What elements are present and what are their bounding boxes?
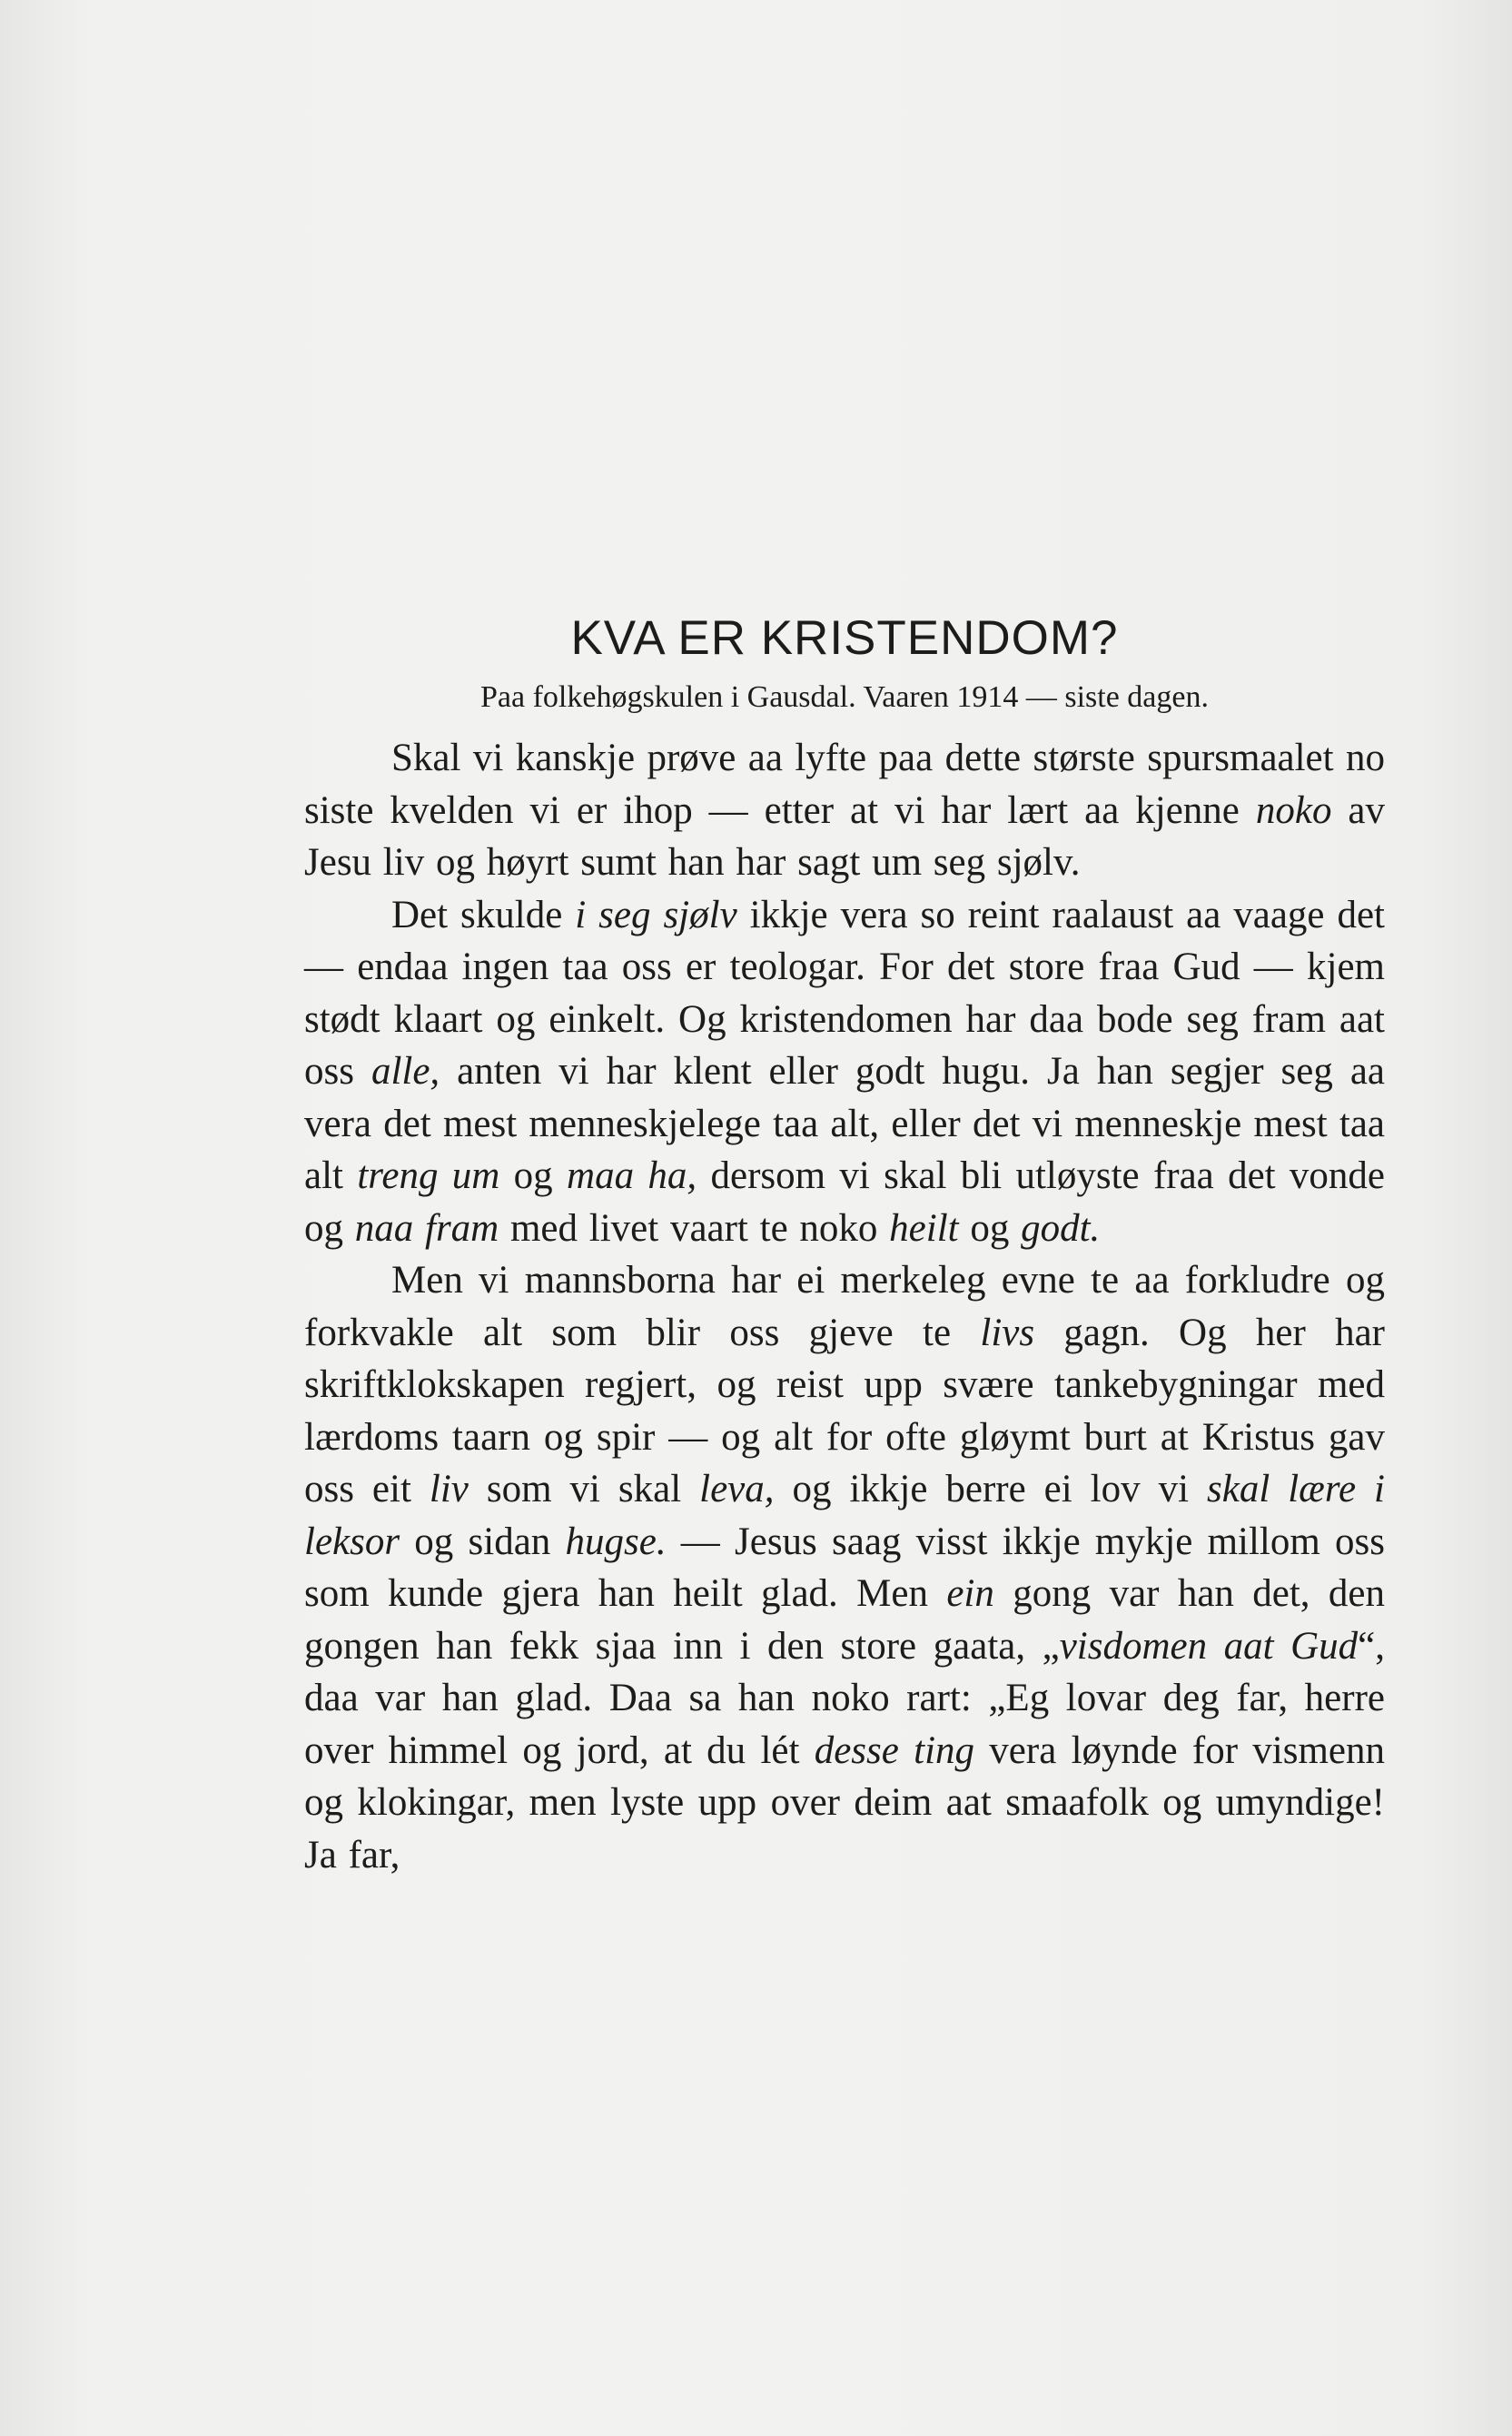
italic-run: i seg sjølv [575,893,737,936]
text-run: som vi skal [468,1468,700,1510]
text-run: og [958,1206,1022,1250]
italic-run: noko [1255,788,1332,832]
text-run: gagn. Og her har skriftklokskapen regjert, og reist upp svære tankebygningar med lærdoms taarn og spir — og alt for ofte gløymt burt at Kristus gav oss eit [304,1311,1386,1510]
italic-run: skal lære i leksor [304,1468,1385,1563]
text-run: dersom vi skal bli utløyste fraa det vonde og [304,1154,1386,1250]
italic-run: alle, [371,1050,440,1093]
document-page [304,610,1385,1881]
text-run: gong var han det, den gongen han fekk sjaa inn i den store gaata, „ [304,1572,1385,1668]
text-run: Skal vi kanskje prøve aa lyfte paa dette største spursmaalet no siste kvelden vi er ihop — etter at vi har lært aa kjenne [304,737,1385,832]
text-run: med livet vaart te noko [499,1206,890,1250]
italic-run: livs [980,1311,1035,1354]
italic-run: desse ting [814,1728,975,1772]
text-run: vera løynde for vismenn og klokingar, men lyste upp over deim aat smaafolk og umyndige! Ja far, [304,1728,1385,1877]
italic-run: leva, [699,1468,775,1510]
paragraph [304,1254,1385,1881]
text-run: ikkje vera so reint raalaust aa vaage det — endaa ingen taa oss er teologar. For det store fraa Gud — kjem stødt klaart og einkelt. Og kristendomen har daa bode seg fram aat oss [304,893,1385,1093]
text-run: og sidan [400,1520,566,1563]
text-run: “, daa var han glad. Daa sa han noko rart: „Eg lovar deg far, herre over himmel og jord, at du lét [304,1624,1386,1772]
text-run: og ikkje berre ei lov vi [774,1468,1207,1510]
italic-run: visdomen aat Gud [1059,1624,1359,1668]
text-run: og [499,1154,568,1197]
text-run: av Jesu liv og høyrt sumt han har sagt um seg sjølv. [304,788,1386,884]
text-run: Men vi mannsborna har ei merkeleg evne te aa forkludre og forkvakle alt som blir oss gjeve te [304,1259,1385,1354]
text-run: Det skulde [391,893,576,936]
italic-run: maa ha, [567,1154,697,1197]
italic-run: liv [429,1468,469,1510]
document-subtitle: Paa folkehøgskulen i Gausdal. Vaaren 1914 — siste dagen. [480,680,1209,714]
italic-run: hugse. [565,1520,667,1563]
paragraph [304,889,1385,1255]
text-run: anten vi har klent eller godt hugu. Ja han segjer seg aa vera det mest menneskjelege taa alt, eller det vi menneskje mest taa alt [304,1050,1385,1197]
italic-run: ein [946,1572,994,1615]
italic-run: treng um [357,1154,500,1197]
text-run: — Jesus saag visst ikkje mykje millom oss som kunde gjera han heilt glad. Men [304,1520,1385,1615]
italic-run: naa fram [354,1206,499,1250]
italic-run: godt. [1021,1206,1101,1250]
document-title: KVA ER KRISTENDOM? [570,611,1119,665]
italic-run: heilt [889,1206,959,1250]
paragraph [304,732,1385,889]
